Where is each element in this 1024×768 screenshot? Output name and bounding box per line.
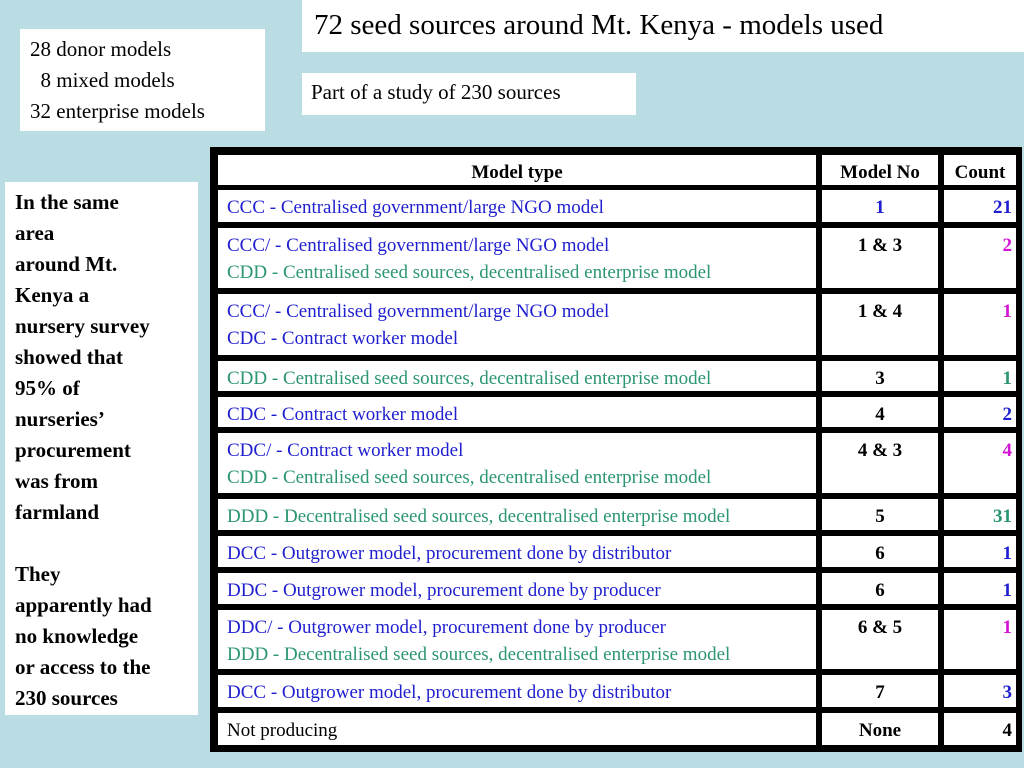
model-no-cell: 3 <box>822 361 938 391</box>
count-cell: 4 <box>944 433 1016 493</box>
model-type-cell <box>218 397 816 427</box>
side-note-paragraph: They apparently had no knowledge or access to the 230 sources <box>15 562 152 710</box>
model-no-cell: 4 <box>822 397 938 427</box>
count-cell: 2 <box>944 228 1016 288</box>
model-description: CDC - Contract worker model <box>227 328 459 349</box>
model-no-cell: 5 <box>822 499 938 530</box>
model-description: CDD - Centralised seed sources, decentralised enterprise model <box>227 467 712 488</box>
model-description: DCC - Outgrower model, procurement done by distributor <box>227 682 672 703</box>
model-description: DDD - Decentralised seed sources, decentralised enterprise model <box>227 506 731 527</box>
count-cell: 1 <box>944 610 1016 669</box>
count-cell: 3 <box>944 675 1016 707</box>
model-type-cell <box>218 713 816 745</box>
summary-line: 32 enterprise models <box>30 99 205 123</box>
header-model-type: Model type <box>218 155 816 185</box>
model-type-cell <box>218 361 816 391</box>
study-note: Part of a study of 230 sources <box>302 73 636 115</box>
model-summary <box>20 29 265 131</box>
model-description: CCC - Centralised government/large NGO model <box>227 197 604 218</box>
model-no-cell: 6 <box>822 536 938 567</box>
model-no-cell: 1 & 3 <box>822 228 938 288</box>
model-description: CDD - Centralised seed sources, decentralised enterprise model <box>227 262 712 283</box>
model-description: CDC/ - Contract worker model <box>227 440 464 461</box>
model-type-cell <box>218 228 816 288</box>
page-title: 72 seed sources around Mt. Kenya - models used <box>302 0 1024 52</box>
model-no-cell: 6 <box>822 573 938 604</box>
side-note-paragraph: In the same area around Mt. Kenya a nursery survey showed that 95% of nurseries’ procurement was from farmland <box>15 190 150 524</box>
model-no-cell: 6 & 5 <box>822 610 938 669</box>
model-type-cell <box>218 433 816 493</box>
model-type-cell <box>218 573 816 604</box>
count-cell: 4 <box>944 713 1016 745</box>
count-cell: 1 <box>944 573 1016 604</box>
model-no-cell: 1 & 4 <box>822 294 938 355</box>
model-description: DDC/ - Outgrower model, procurement done by producer <box>227 617 666 638</box>
header-model-no: Model No <box>822 155 938 185</box>
models-table <box>210 147 1022 752</box>
model-description: DDD - Decentralised seed sources, decentralised enterprise model <box>227 644 731 665</box>
model-type-cell <box>218 675 816 707</box>
model-description: CDD - Centralised seed sources, decentralised enterprise model <box>227 368 712 389</box>
count-cell: 1 <box>944 361 1016 391</box>
model-type-cell <box>218 294 816 355</box>
model-description: DDC - Outgrower model, procurement done by producer <box>227 580 661 601</box>
paragraph-spacer <box>15 528 198 559</box>
model-type-cell <box>218 610 816 669</box>
model-type-cell <box>218 499 816 530</box>
header-count: Count <box>944 155 1016 185</box>
model-no-cell: 4 & 3 <box>822 433 938 493</box>
count-cell: 1 <box>944 294 1016 355</box>
model-no-cell: 7 <box>822 675 938 707</box>
count-cell: 21 <box>944 190 1016 222</box>
count-cell: 1 <box>944 536 1016 567</box>
model-type-cell <box>218 536 816 567</box>
model-description: CDC - Contract worker model <box>227 404 459 425</box>
model-type-cell <box>218 190 816 222</box>
model-no-cell: 1 <box>822 190 938 222</box>
model-description: Not producing <box>227 720 338 741</box>
side-note <box>5 182 198 715</box>
count-cell: 31 <box>944 499 1016 530</box>
model-description: CCC/ - Centralised government/large NGO model <box>227 301 610 322</box>
summary-line: 8 mixed models <box>30 68 175 92</box>
model-description: DCC - Outgrower model, procurement done by distributor <box>227 543 672 564</box>
model-no-cell: None <box>822 713 938 745</box>
count-cell: 2 <box>944 397 1016 427</box>
summary-line: 28 donor models <box>30 37 172 61</box>
model-description: CCC/ - Centralised government/large NGO model <box>227 235 610 256</box>
